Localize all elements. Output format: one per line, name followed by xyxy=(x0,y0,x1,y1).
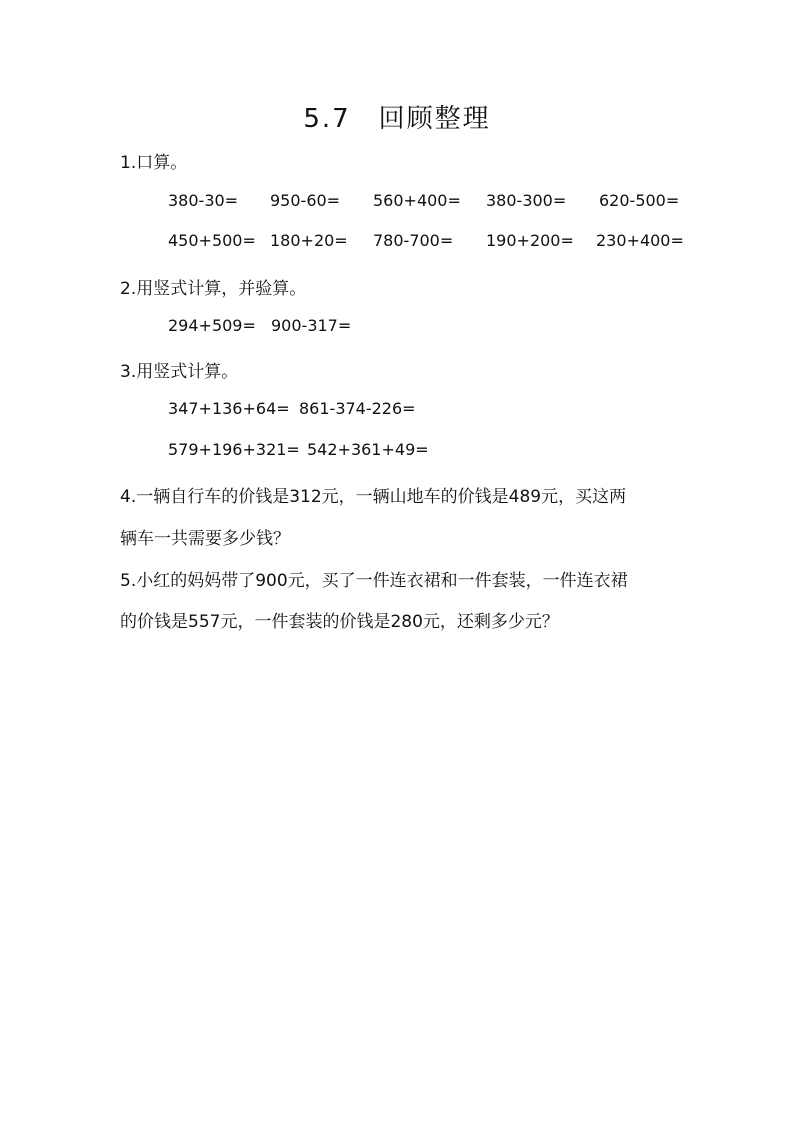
q2-heading: 2.用竖式计算，并验算。 xyxy=(120,279,307,299)
q3-expression: 579+196+321= xyxy=(168,440,300,459)
q3-heading: 3.用竖式计算。 xyxy=(120,362,239,382)
q3-expression: 542+361+49= xyxy=(307,440,429,459)
q4-text-line: 辆车一共需要多少钱？ xyxy=(120,529,290,549)
q5-text-line: 5.小红的妈妈带了900元，买了一件连衣裙和一件套装，一件连衣裙 xyxy=(120,571,628,591)
q2-expression: 294+509= xyxy=(168,316,256,335)
q2-expression: 900-317= xyxy=(271,316,352,335)
q1-heading: 1.口算。 xyxy=(120,153,188,173)
q1-expression: 380-300= xyxy=(486,191,567,210)
q1-expression: 620-500= xyxy=(599,191,680,210)
q1-expression: 190+200= xyxy=(486,231,574,250)
q1-expression: 780-700= xyxy=(373,231,454,250)
q3-expression: 861-374-226= xyxy=(299,399,416,418)
q1-expression: 230+400= xyxy=(596,231,684,250)
q1-expression: 560+400= xyxy=(373,191,461,210)
q4-text-line: 4.一辆自行车的价钱是312元，一辆山地车的价钱是489元，买这两 xyxy=(120,487,627,507)
q3-expression: 347+136+64= xyxy=(168,399,290,418)
q1-expression: 180+20= xyxy=(270,231,348,250)
q1-expression: 950-60= xyxy=(270,191,341,210)
q5-text-line: 的价钱是557元，一件套装的价钱是280元，还剩多少元？ xyxy=(120,612,559,632)
q1-expression: 450+500= xyxy=(168,231,256,250)
q1-expression: 380-30= xyxy=(168,191,239,210)
page-title: 5.7 回顾整理 xyxy=(303,104,491,134)
